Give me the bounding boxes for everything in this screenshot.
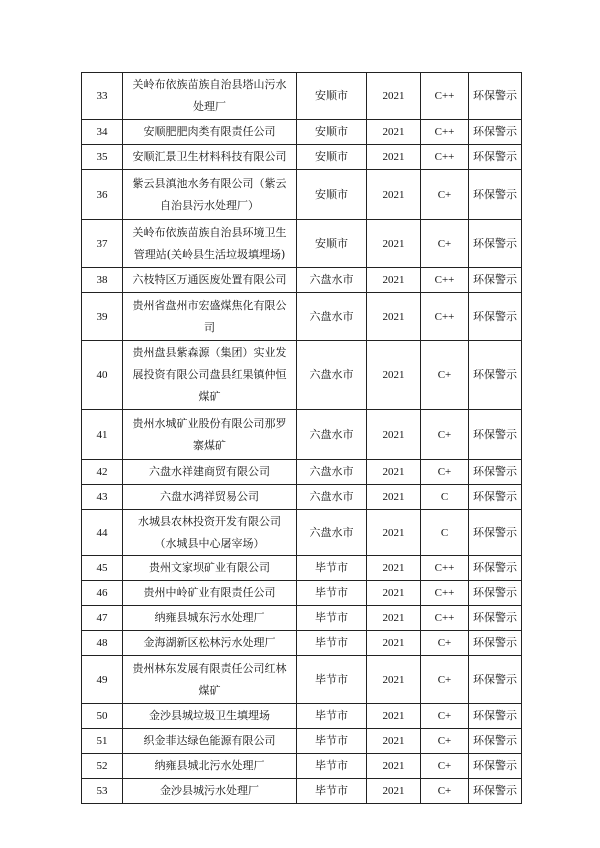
table-row [82,460,522,485]
table-row [82,170,522,220]
rating-year: 2021 [367,779,421,804]
table-row [82,704,522,729]
rating-status: 环保警示 [469,510,522,556]
table-row [82,754,522,779]
row-number: 49 [82,656,123,704]
company-name: 金海湖新区松林污水处理厂 [123,631,297,656]
rating-status: 环保警示 [469,606,522,631]
city-name: 毕节市 [297,656,367,704]
rating-year: 2021 [367,704,421,729]
company-name: 安顺汇景卫生材料科技有限公司 [123,145,297,170]
city-name: 六盘水市 [297,341,367,410]
city-name: 六盘水市 [297,293,367,341]
rating-status: 环保警示 [469,460,522,485]
rating-status: 环保警示 [469,779,522,804]
company-name: 贵州文家坝矿业有限公司 [123,556,297,581]
rating-status: 环保警示 [469,293,522,341]
city-name: 毕节市 [297,631,367,656]
company-name: 贵州盘县紫森源（集团）实业发展投资有限公司盘县红果镇仲恒煤矿 [123,341,297,410]
rating-status: 环保警示 [469,145,522,170]
company-name: 金沙县城污水处理厂 [123,779,297,804]
rating-status: 环保警示 [469,704,522,729]
rating-year: 2021 [367,460,421,485]
row-number: 45 [82,556,123,581]
company-name: 六盘水鸿祥贸易公司 [123,485,297,510]
table-row [82,293,522,341]
rating-status: 环保警示 [469,754,522,779]
company-name: 织金菲达绿色能源有限公司 [123,729,297,754]
row-number: 43 [82,485,123,510]
rating-year: 2021 [367,268,421,293]
table-row [82,729,522,754]
rating-year: 2021 [367,581,421,606]
company-name: 安顺肥肥肉类有限责任公司 [123,120,297,145]
city-name: 六盘水市 [297,268,367,293]
city-name: 六盘水市 [297,410,367,460]
table-row [82,341,522,410]
rating-year: 2021 [367,410,421,460]
row-number: 33 [82,73,123,120]
company-table [81,72,522,804]
row-number: 50 [82,704,123,729]
row-number: 36 [82,170,123,220]
city-name: 六盘水市 [297,460,367,485]
rating-grade: C+ [421,704,469,729]
rating-year: 2021 [367,510,421,556]
row-number: 34 [82,120,123,145]
company-name: 纳雍县城北污水处理厂 [123,754,297,779]
rating-year: 2021 [367,293,421,341]
rating-year: 2021 [367,485,421,510]
rating-year: 2021 [367,120,421,145]
city-name: 毕节市 [297,754,367,779]
rating-grade: C+ [421,410,469,460]
city-name: 安顺市 [297,73,367,120]
row-number: 37 [82,220,123,268]
table-row [82,556,522,581]
row-number: 38 [82,268,123,293]
row-number: 47 [82,606,123,631]
rating-status: 环保警示 [469,341,522,410]
rating-grade: C++ [421,556,469,581]
company-name: 紫云县滇池水务有限公司（紫云自治县污水处理厂） [123,170,297,220]
company-name: 金沙县城垃圾卫生填埋场 [123,704,297,729]
rating-status: 环保警示 [469,556,522,581]
row-number: 52 [82,754,123,779]
city-name: 安顺市 [297,145,367,170]
rating-status: 环保警示 [469,410,522,460]
rating-status: 环保警示 [469,120,522,145]
rating-grade: C+ [421,656,469,704]
rating-status: 环保警示 [469,631,522,656]
table-row [82,120,522,145]
table-row [82,220,522,268]
row-number: 53 [82,779,123,804]
city-name: 六盘水市 [297,485,367,510]
row-number: 40 [82,341,123,410]
table-row [82,73,522,120]
rating-status: 环保警示 [469,581,522,606]
row-number: 51 [82,729,123,754]
company-name: 贵州中岭矿业有限责任公司 [123,581,297,606]
rating-year: 2021 [367,170,421,220]
rating-year: 2021 [367,631,421,656]
table-row [82,485,522,510]
company-name: 水城县农林投资开发有限公司（水城县中心屠宰场） [123,510,297,556]
company-name: 六枝特区万通医废处置有限公司 [123,268,297,293]
rating-grade: C++ [421,145,469,170]
table-row [82,145,522,170]
rating-grade: C+ [421,754,469,779]
rating-grade: C+ [421,779,469,804]
city-name: 安顺市 [297,120,367,145]
table-row [82,631,522,656]
rating-grade: C+ [421,220,469,268]
table-row [82,779,522,804]
rating-grade: C++ [421,120,469,145]
city-name: 毕节市 [297,729,367,754]
company-name: 贵州水城矿业股份有限公司那罗寨煤矿 [123,410,297,460]
city-name: 毕节市 [297,581,367,606]
rating-grade: C+ [421,729,469,754]
rating-year: 2021 [367,145,421,170]
rating-year: 2021 [367,341,421,410]
row-number: 48 [82,631,123,656]
rating-status: 环保警示 [469,220,522,268]
rating-grade: C+ [421,341,469,410]
city-name: 毕节市 [297,556,367,581]
rating-status: 环保警示 [469,170,522,220]
rating-status: 环保警示 [469,656,522,704]
rating-grade: C+ [421,460,469,485]
rating-status: 环保警示 [469,729,522,754]
company-name: 关岭布依族苗族自治县塔山污水处理厂 [123,73,297,120]
table-row [82,510,522,556]
table-row [82,268,522,293]
company-name: 纳雍县城东污水处理厂 [123,606,297,631]
company-name: 贵州省盘州市宏盛煤焦化有限公司 [123,293,297,341]
rating-year: 2021 [367,729,421,754]
rating-grade: C [421,485,469,510]
city-name: 六盘水市 [297,510,367,556]
city-name: 安顺市 [297,170,367,220]
rating-status: 环保警示 [469,73,522,120]
rating-year: 2021 [367,754,421,779]
rating-year: 2021 [367,656,421,704]
rating-status: 环保警示 [469,485,522,510]
company-name: 六盘水祥建商贸有限公司 [123,460,297,485]
table-row [82,410,522,460]
rating-grade: C+ [421,631,469,656]
city-name: 毕节市 [297,779,367,804]
table-row [82,581,522,606]
row-number: 46 [82,581,123,606]
rating-status: 环保警示 [469,268,522,293]
city-name: 毕节市 [297,704,367,729]
row-number: 42 [82,460,123,485]
rating-grade: C++ [421,581,469,606]
rating-grade: C [421,510,469,556]
rating-grade: C++ [421,268,469,293]
rating-year: 2021 [367,73,421,120]
row-number: 41 [82,410,123,460]
table-row [82,606,522,631]
city-name: 毕节市 [297,606,367,631]
table-row [82,656,522,704]
company-name: 贵州林东发展有限责任公司红林煤矿 [123,656,297,704]
rating-year: 2021 [367,606,421,631]
rating-year: 2021 [367,220,421,268]
row-number: 44 [82,510,123,556]
rating-grade: C+ [421,170,469,220]
rating-year: 2021 [367,556,421,581]
row-number: 35 [82,145,123,170]
rating-grade: C++ [421,293,469,341]
rating-grade: C++ [421,73,469,120]
city-name: 安顺市 [297,220,367,268]
row-number: 39 [82,293,123,341]
company-name: 关岭布依族苗族自治县环境卫生管理站(关岭县生活垃圾填埋场) [123,220,297,268]
rating-grade: C++ [421,606,469,631]
table-body [82,73,522,804]
